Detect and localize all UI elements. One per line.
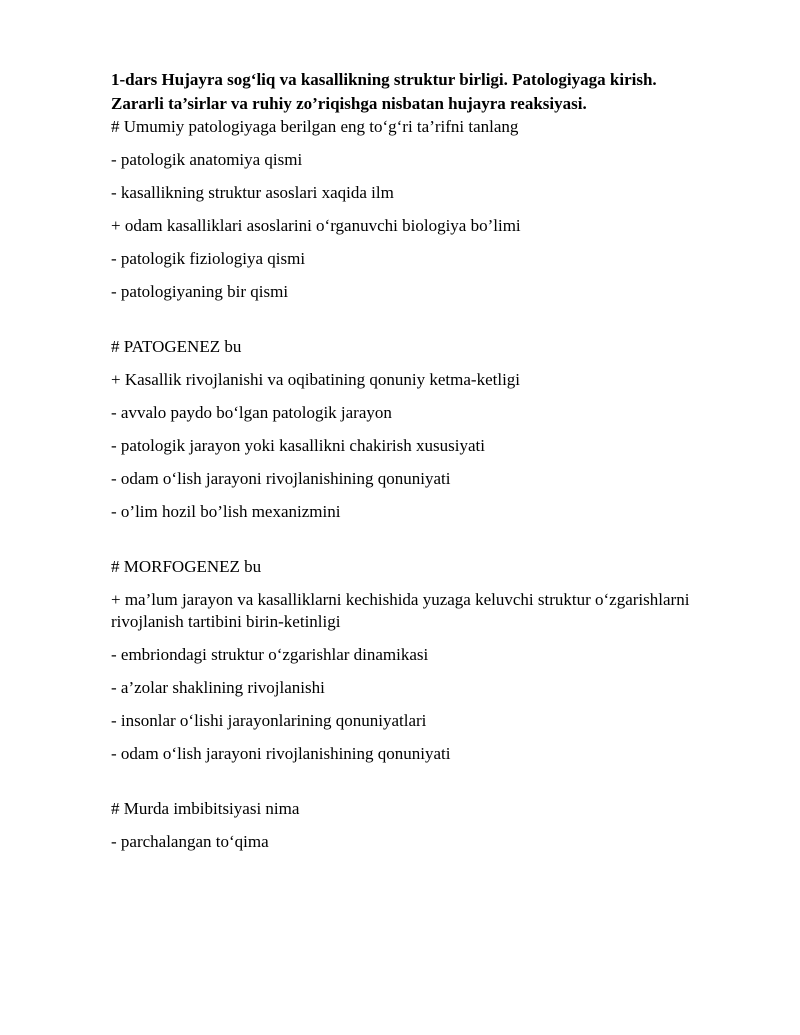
- answer-option: - kasallikning struktur asoslari xaqida ilm: [111, 183, 394, 202]
- answer-option: - insonlar o‘lishi jarayonlarining qonuniyatlari: [111, 711, 427, 730]
- answer-option-correct: + odam kasalliklari asoslarini o‘rganuvchi biologiya bo’limi: [111, 216, 521, 235]
- question-text: # PATOGENEZ bu: [111, 337, 242, 356]
- answer-option: - o’lim hozil bo’lish mexanizmini: [111, 502, 341, 521]
- question-text: # Murda imbibitsiyasi nima: [111, 799, 300, 818]
- answer-option: - patologik fiziologiya qismi: [111, 249, 306, 268]
- answer-option: - avvalo paydo bo‘lgan patologik jarayon: [111, 403, 392, 422]
- document-page: [111, 68, 751, 864]
- answer-option: - parchalangan to‘qima: [111, 832, 269, 851]
- question-block: [111, 336, 751, 523]
- answer-option: - patologiyaning bir qismi: [111, 282, 289, 301]
- answer-option: - patologik anatomiya qismi: [111, 150, 303, 169]
- answer-option: - patologik jarayon yoki kasallikni chakirish xususiyati: [111, 436, 485, 455]
- answer-option-correct: + ma’lum jarayon va kasalliklarni kechishida yuzaga keluvchi struktur o‘zgarishlarni rivojlanish tartibini birin-ketinligi: [111, 590, 690, 631]
- answer-option: - embriondagi struktur o‘zgarishlar dinamikasi: [111, 645, 429, 664]
- answer-option: - odam o‘lish jarayoni rivojlanishining qonuniyati: [111, 469, 451, 488]
- answer-option-correct: + Kasallik rivojlanishi va oqibatining qonuniy ketma-ketligi: [111, 370, 521, 389]
- lesson-title-line-2: Zararli ta’sirlar va ruhiy zo’riqishga nisbatan hujayra reaksiyasi.: [111, 94, 587, 113]
- question-text: # MORFOGENEZ bu: [111, 557, 262, 576]
- answer-option: - odam o‘lish jarayoni rivojlanishining qonuniyati: [111, 744, 451, 763]
- answer-option: - a’zolar shaklining rivojlanishi: [111, 678, 325, 697]
- question-block: [111, 798, 751, 853]
- lesson-title-line-1: 1-dars Hujayra sog‘liq va kasallikning struktur birligi. Patologiyaga kirish.: [111, 70, 657, 89]
- question-block: [111, 116, 751, 303]
- question-block: [111, 556, 751, 765]
- question-text: # Umumiy patologiyaga berilgan eng to‘g‘ri ta’rifni tanlang: [111, 117, 519, 136]
- lesson-title: [111, 68, 751, 116]
